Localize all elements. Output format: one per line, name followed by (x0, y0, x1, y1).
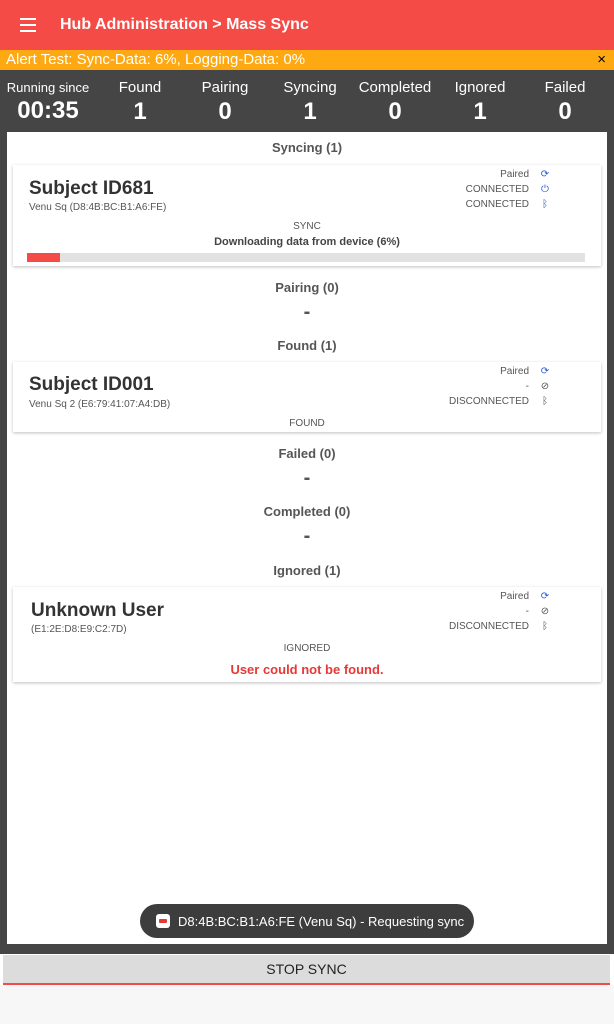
device-model: Venu Sq 2 (E6:79:41:07:A4:DB) (29, 399, 171, 410)
paired-label: Paired (500, 366, 529, 377)
footer-area (0, 985, 614, 1024)
close-icon[interactable]: × (597, 51, 606, 68)
stat-found (96, 70, 184, 126)
alert-text: Alert Test: Sync-Data: 6%, Logging-Data: 0% (6, 51, 306, 68)
paired-label: Paired (500, 169, 529, 180)
device-name: Unknown User (31, 600, 165, 621)
sync-icon: ⟳ (540, 366, 550, 377)
status-icons (539, 167, 551, 212)
page-title: Hub Administration > Mass Sync (60, 16, 309, 33)
paired-label: Paired (500, 591, 529, 602)
hamburger-icon (20, 16, 36, 34)
plug-off-icon: ⊘ (540, 381, 550, 392)
device-list[interactable] (7, 132, 607, 944)
stat-failed-label: Failed (544, 79, 586, 96)
stat-syncing-value: 1 (303, 98, 317, 125)
card-status: SYNC (293, 221, 321, 232)
sync-message: Downloading data from device (6%) (214, 236, 400, 248)
pairing-empty: - (303, 301, 311, 323)
bluetooth-icon: ᛒ (542, 621, 548, 632)
status-icons (539, 364, 551, 409)
device-model: Venu Sq (D8:4B:BC:B1:A6:FE) (29, 202, 167, 213)
sync-progress-bar (27, 253, 585, 262)
stat-running-value: 00:35 (17, 97, 79, 124)
stat-found-value: 1 (133, 98, 147, 125)
plug-icon: ⏻ (541, 184, 549, 195)
device-name: Subject ID681 (29, 178, 154, 199)
stat-ignored-label: Ignored (454, 79, 506, 96)
status-icons (539, 589, 551, 634)
section-pairing-header: Pairing (0) (275, 280, 339, 295)
stat-syncing-label: Syncing (283, 79, 337, 96)
section-completed-header: Completed (0) (263, 504, 351, 519)
stat-running (0, 70, 96, 125)
card-status: FOUND (289, 418, 325, 429)
stat-running-label: Running since (6, 80, 90, 95)
app-icon (156, 914, 170, 928)
stat-failed-value: 0 (558, 98, 572, 125)
bluetooth-icon: ᛒ (542, 199, 548, 210)
frame-left (0, 132, 7, 944)
card-status: IGNORED (283, 643, 331, 654)
stat-completed (348, 70, 442, 126)
stat-completed-value: 0 (388, 98, 402, 125)
plug-off-icon: ⊘ (540, 606, 550, 617)
connection-label: - (525, 381, 529, 392)
device-card-syncing[interactable] (13, 165, 601, 266)
app-bar (0, 0, 614, 50)
stat-pairing-value: 0 (218, 98, 232, 125)
section-ignored-header: Ignored (1) (273, 563, 341, 578)
completed-empty: - (303, 525, 311, 547)
device-card-ignored[interactable] (13, 587, 601, 682)
bluetooth-icon: ᛒ (542, 396, 548, 407)
stat-pairing-label: Pairing (201, 79, 249, 96)
bluetooth-label: DISCONNECTED (448, 396, 529, 407)
section-failed-header: Failed (0) (278, 446, 336, 461)
bluetooth-label: CONNECTED (465, 199, 529, 210)
alert-banner (0, 50, 614, 70)
frame-bottom (0, 944, 614, 954)
stat-failed (522, 70, 608, 126)
sync-icon: ⟳ (540, 591, 550, 602)
stat-completed-label: Completed (358, 79, 432, 96)
connection-label: CONNECTED (465, 184, 529, 195)
bluetooth-label: DISCONNECTED (448, 621, 529, 632)
device-card-found[interactable] (13, 362, 601, 432)
stat-syncing (267, 70, 353, 126)
error-message: User could not be found. (230, 662, 384, 677)
connection-label: - (525, 606, 529, 617)
stat-ignored-value: 1 (473, 98, 487, 125)
stop-sync-button[interactable]: STOP SYNC (3, 955, 610, 985)
sync-icon: ⟳ (540, 169, 550, 180)
device-model: (E1:2E:D8:E9:C2:7D) (31, 624, 127, 635)
section-syncing-header: Syncing (1) (271, 140, 343, 155)
sync-progress-fill (27, 253, 60, 262)
toast-notification (140, 904, 474, 938)
stat-found-label: Found (118, 79, 162, 96)
connection-status (466, 167, 529, 212)
section-found-header: Found (1) (277, 338, 337, 353)
frame-right (607, 132, 614, 944)
connection-status (449, 364, 529, 409)
stat-pairing (182, 70, 268, 126)
failed-empty: - (303, 467, 311, 489)
stats-bar (0, 70, 614, 132)
stat-ignored (437, 70, 523, 126)
toast-text: D8:4B:BC:B1:A6:FE (Venu Sq) - Requesting sync (178, 913, 465, 929)
menu-button[interactable] (0, 0, 56, 50)
device-name: Subject ID001 (29, 374, 154, 395)
connection-status (449, 589, 529, 634)
